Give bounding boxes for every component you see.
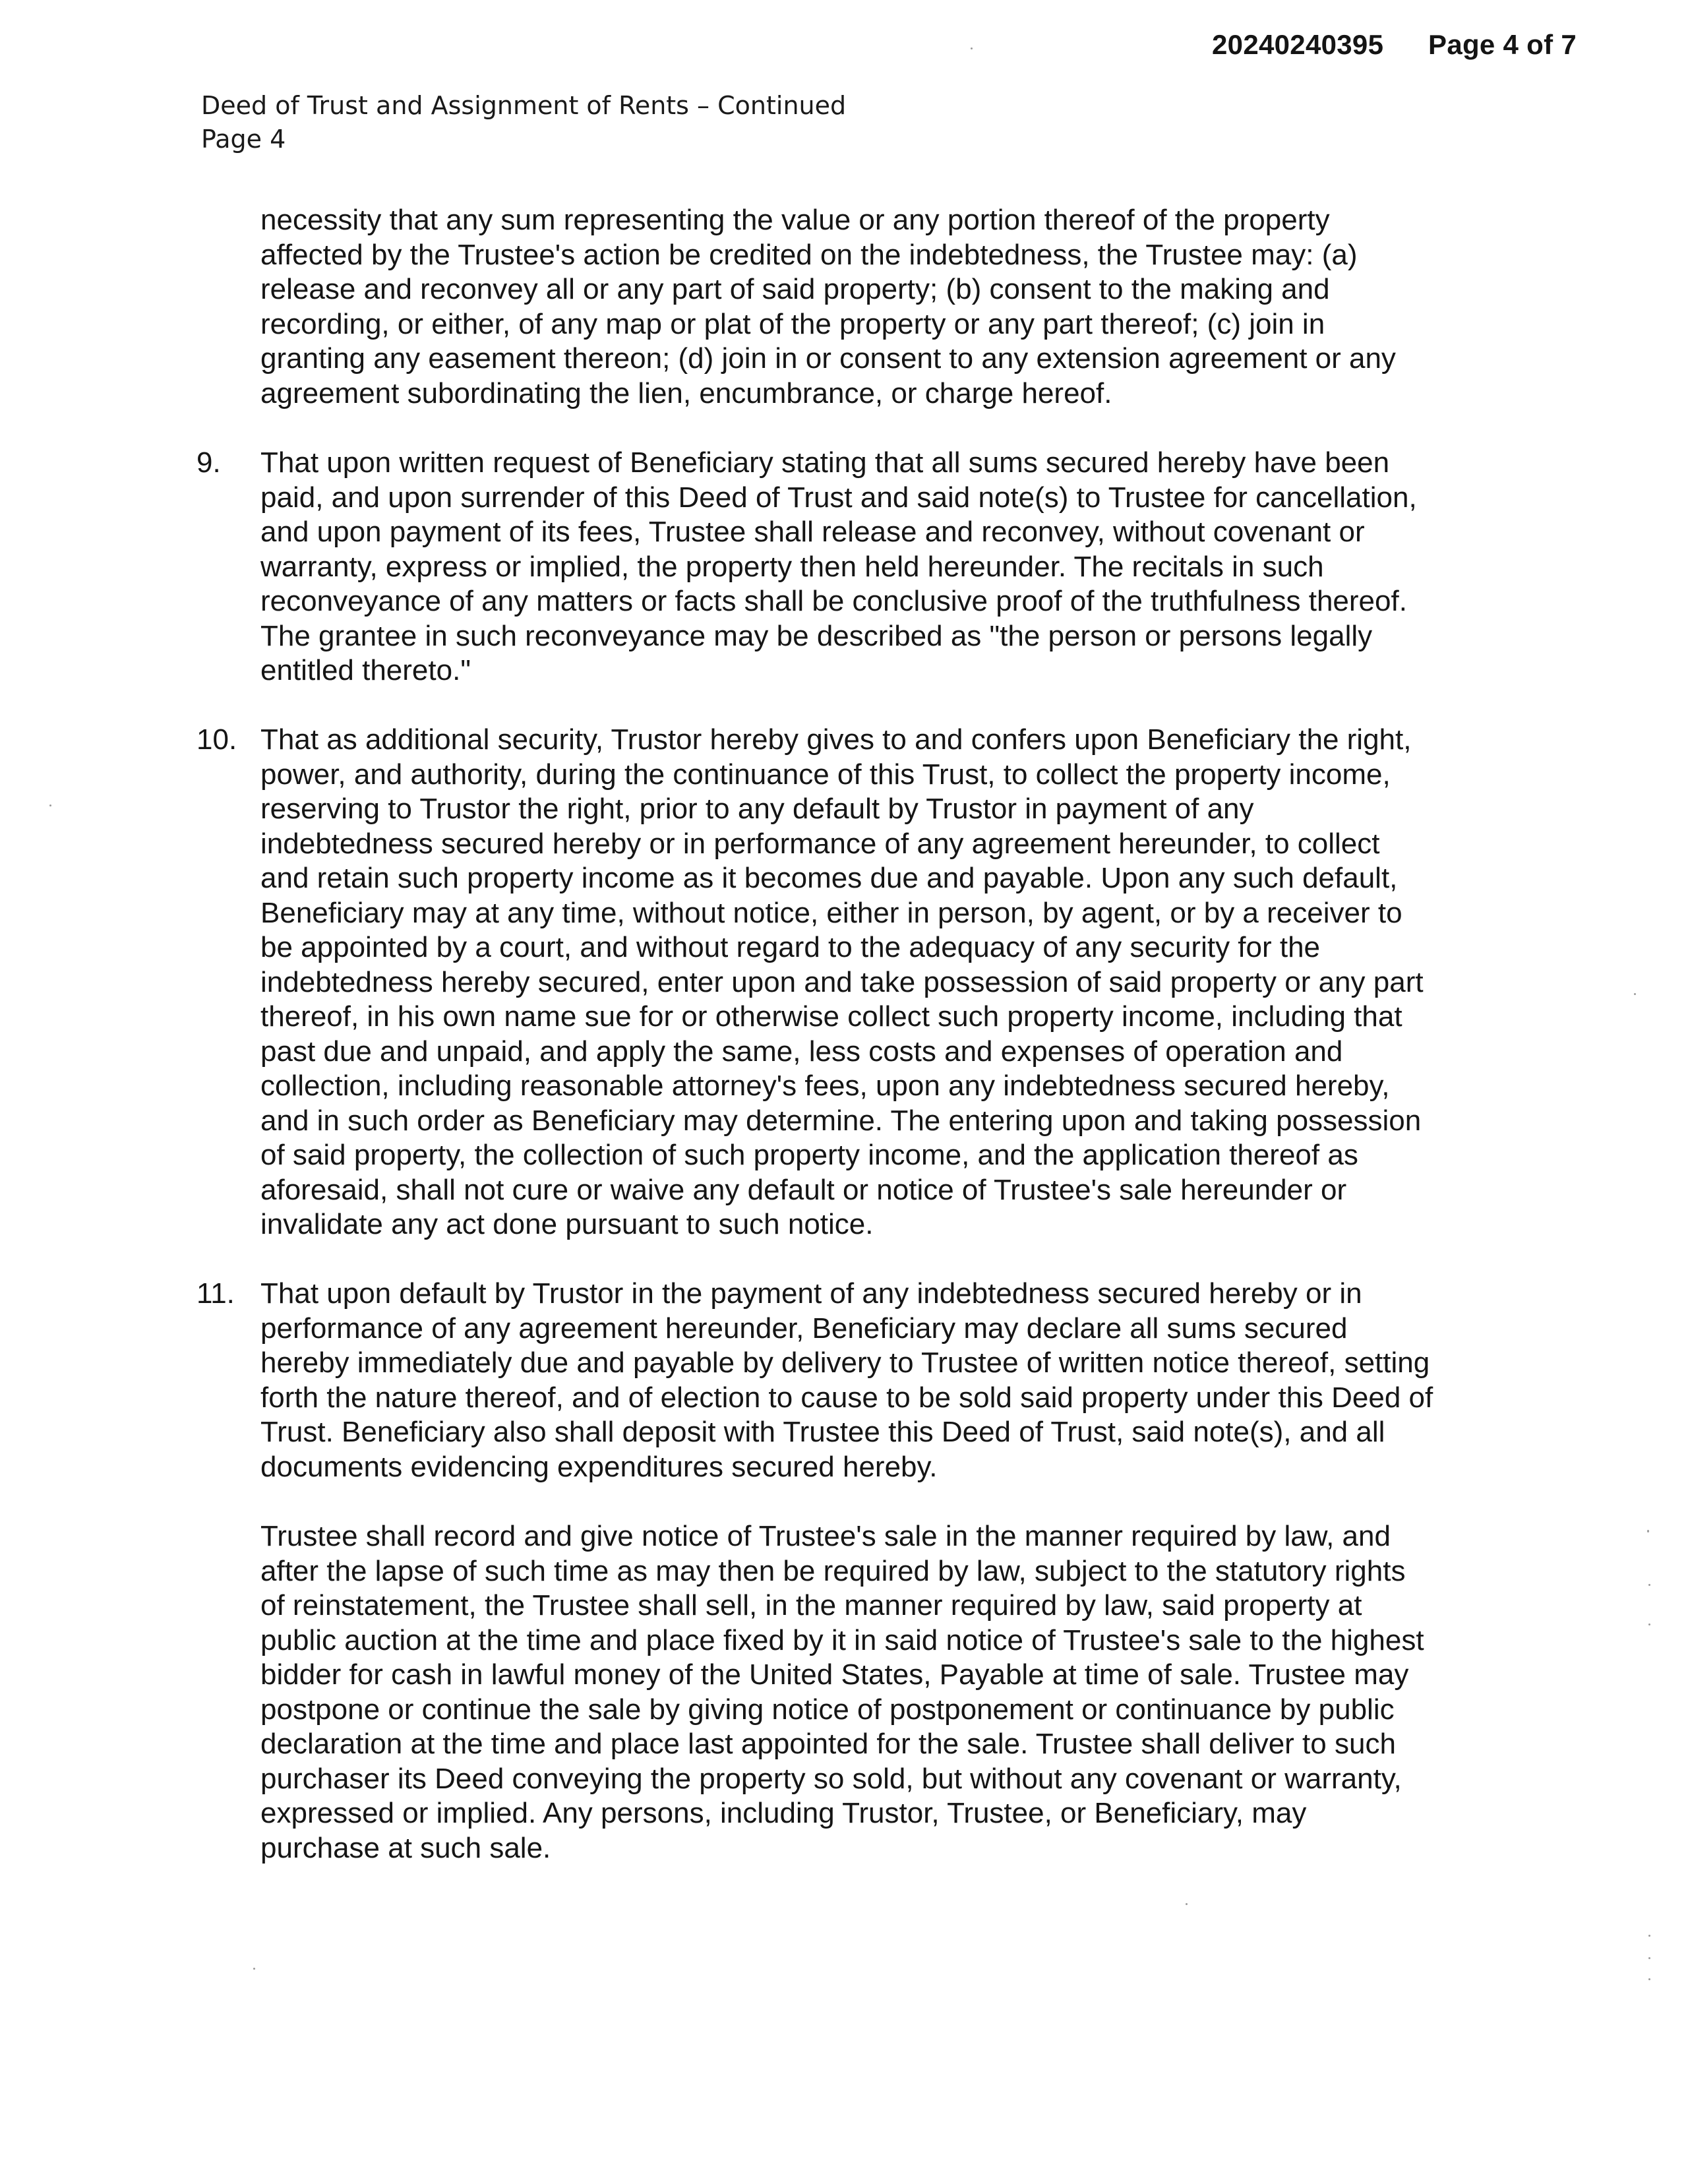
text-line: recording, or either, of any map or plat of the property or any part thereof; (c) join in xyxy=(260,307,1325,340)
text-line: affected by the Trustee's action be credited on the indebtedness, the Trustee may: (a) xyxy=(260,238,1358,271)
text-line: That upon default by Trustor in the payment of any indebtedness secured hereby or in xyxy=(260,1277,1362,1310)
text-line: That as additional security, Trustor hereby gives to and confers upon Beneficiary the right, xyxy=(260,723,1412,756)
item-number-11: 11. xyxy=(196,1277,235,1310)
scan-speck xyxy=(1648,1957,1650,1959)
text-line: indebtedness hereby secured, enter upon and take possession of said property or any part xyxy=(260,965,1424,998)
text-line: paid, and upon surrender of this Deed of Trust and said note(s) to Trustee for cancellation, xyxy=(260,481,1417,514)
text-line: and retain such property income as it becomes due and payable. Upon any such default, xyxy=(260,862,1398,894)
text-line: collection, including reasonable attorney's fees, upon any indebtedness secured hereby, xyxy=(260,1070,1390,1102)
text-line: and in such order as Beneficiary may determine. The entering upon and taking possession xyxy=(260,1104,1422,1137)
text-line: That upon written request of Beneficiary stating that all sums secured hereby have been xyxy=(260,446,1390,479)
scan-speck xyxy=(49,804,51,806)
text-line: indebtedness secured hereby or in performance of any agreement hereunder, to collect xyxy=(260,827,1380,860)
document-title: Deed of Trust and Assignment of Rents – Continued xyxy=(201,91,847,120)
paragraph-item-11 xyxy=(260,1277,1513,1484)
text-line: entitled thereto." xyxy=(260,654,471,686)
text-line: release and reconvey all or any part of said property; (b) consent to the making and xyxy=(260,273,1330,305)
paragraph-item-9 xyxy=(260,446,1513,688)
scan-speck xyxy=(1647,1530,1649,1532)
text-line: agreement subordinating the lien, encumbrance, or charge hereof. xyxy=(260,377,1112,410)
text-line: necessity that any sum representing the value or any portion thereof of the property xyxy=(260,204,1330,236)
text-line: postpone or continue the sale by giving notice of postponement or continuance by public xyxy=(260,1693,1395,1726)
scan-speck xyxy=(253,1968,255,1970)
text-line: The grantee in such reconveyance may be described as "the person or persons legally xyxy=(260,619,1373,652)
scan-speck xyxy=(1648,1623,1650,1625)
text-line: reconveyance of any matters or facts shall be conclusive proof of the truthfulness thereof. xyxy=(260,585,1407,617)
paragraph-item-11-continued xyxy=(260,1519,1513,1866)
document-header xyxy=(201,89,846,156)
text-line: thereof, in his own name sue for or otherwise collect such property income, including that xyxy=(260,1000,1402,1033)
item-number-10: 10. xyxy=(196,723,237,756)
text-line: expressed or implied. Any persons, including Trustor, Trustee, or Beneficiary, may xyxy=(260,1797,1307,1829)
scan-speck xyxy=(1186,1903,1188,1905)
text-line: purchase at such sale. xyxy=(260,1831,551,1864)
text-line: declaration at the time and place last appointed for the sale. Trustee shall deliver to such xyxy=(260,1728,1396,1760)
text-line: invalidate any act done pursuant to such notice. xyxy=(260,1208,874,1240)
text-line: be appointed by a court, and without regard to the adequacy of any security for the xyxy=(260,931,1321,963)
scan-speck xyxy=(1648,1935,1650,1937)
page-indicator: Page 4 of 7 xyxy=(1428,29,1577,60)
text-line: of reinstatement, the Trustee shall sell, in the manner required by law, said property at xyxy=(260,1589,1362,1622)
scan-speck xyxy=(1634,993,1636,995)
text-line: warranty, express or implied, the property then held hereunder. The recitals in such xyxy=(260,550,1324,583)
scan-speck xyxy=(1648,1584,1650,1586)
page-label: Page 4 xyxy=(201,125,286,154)
scan-speck xyxy=(971,47,973,49)
paragraph-continuation xyxy=(260,203,1513,411)
text-line: performance of any agreement hereunder, Beneficiary may declare all sums secured xyxy=(260,1312,1348,1345)
text-line: hereby immediately due and payable by delivery to Trustee of written notice thereof, setting xyxy=(260,1347,1430,1379)
item-number-9: 9. xyxy=(196,446,221,479)
text-line: documents evidencing expenditures secured hereby. xyxy=(260,1450,938,1483)
text-line: and upon payment of its fees, Trustee shall release and reconvey, without covenant or xyxy=(260,516,1365,548)
text-line: Trustee shall record and give notice of Trustee's sale in the manner required by law, and xyxy=(260,1520,1391,1552)
text-line: aforesaid, shall not cure or waive any default or notice of Trustee's sale hereunder or xyxy=(260,1173,1347,1206)
paragraph-item-10 xyxy=(260,723,1513,1242)
text-line: public auction at the time and place fixed by it in said notice of Trustee's sale to the highest xyxy=(260,1623,1424,1656)
text-line: reserving to Trustor the right, prior to any default by Trustor in payment of any xyxy=(260,793,1254,825)
recording-number: 20240240395 xyxy=(1212,29,1384,60)
text-line: after the lapse of such time as may then be required by law, subject to the statutory rights xyxy=(260,1554,1406,1587)
text-line: of said property, the collection of such property income, and the application thereof as xyxy=(260,1139,1358,1171)
text-line: granting any easement thereon; (d) join in or consent to any extension agreement or any xyxy=(260,342,1396,375)
text-line: bidder for cash in lawful money of the United States, Payable at time of sale. Trustee may xyxy=(260,1658,1409,1691)
text-line: purchaser its Deed conveying the property so sold, but without any covenant or warranty, xyxy=(260,1762,1402,1795)
scan-speck xyxy=(1648,1978,1650,1980)
text-line: past due and unpaid, and apply the same, less costs and expenses of operation and xyxy=(260,1035,1343,1068)
text-line: power, and authority, during the continuance of this Trust, to collect the property income, xyxy=(260,758,1391,791)
text-line: Trust. Beneficiary also shall deposit with Trustee this Deed of Trust, said note(s), and all xyxy=(260,1416,1385,1448)
text-line: Beneficiary may at any time, without notice, either in person, by agent, or by a receiver to xyxy=(260,896,1402,929)
text-line: forth the nature thereof, and of election to cause to be sold said property under this Deed of xyxy=(260,1381,1433,1414)
